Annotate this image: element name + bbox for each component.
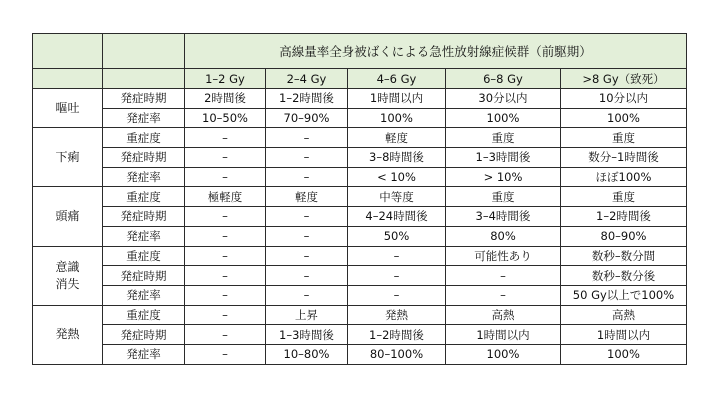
table-cell: – bbox=[185, 325, 266, 345]
table-cell: 100% bbox=[561, 108, 687, 128]
table-row bbox=[33, 285, 687, 305]
table-cell: 1時間以内 bbox=[446, 325, 561, 345]
table-cell: – bbox=[266, 128, 348, 148]
table-row bbox=[33, 246, 687, 266]
table-row bbox=[33, 128, 687, 148]
table-cell: 軽度 bbox=[348, 128, 446, 148]
symptom-group-label: 嘔吐 bbox=[33, 89, 103, 128]
table-title: 高線量率全身被ばくによる急性放射線症候群（前駆期） bbox=[185, 34, 687, 69]
table-row bbox=[33, 226, 687, 246]
table-row bbox=[33, 148, 687, 168]
table-cell: – bbox=[446, 285, 561, 305]
table-cell: – bbox=[185, 226, 266, 246]
table-cell: – bbox=[185, 207, 266, 227]
row-item-label: 発症時期 bbox=[103, 325, 185, 345]
table-cell: 可能性あり bbox=[446, 246, 561, 266]
table-cell: > 10% bbox=[446, 167, 561, 187]
table-cell: 10–80% bbox=[266, 344, 348, 364]
dose-column-header: 6–8 Gy bbox=[446, 69, 561, 89]
table-cell: 1–3時間後 bbox=[446, 148, 561, 168]
table-cell: – bbox=[185, 344, 266, 364]
row-item-label: 発症時期 bbox=[103, 266, 185, 286]
row-item-label: 発症率 bbox=[103, 344, 185, 364]
table-cell: 3–8時間後 bbox=[348, 148, 446, 168]
row-item-label: 重症度 bbox=[103, 246, 185, 266]
table-cell: – bbox=[266, 226, 348, 246]
row-item-label: 発症率 bbox=[103, 226, 185, 246]
table-cell: 10–50% bbox=[185, 108, 266, 128]
table-cell: 重度 bbox=[561, 187, 687, 207]
table-cell: 高熱 bbox=[446, 305, 561, 325]
table-row bbox=[33, 207, 687, 227]
table-cell: 1–2時間後 bbox=[348, 325, 446, 345]
table-cell: ほぼ100% bbox=[561, 167, 687, 187]
dose-header-row bbox=[33, 69, 687, 89]
table-cell: 軽度 bbox=[266, 187, 348, 207]
table-cell: 3–4時間後 bbox=[446, 207, 561, 227]
dose-column-header: >8 Gy（致死） bbox=[561, 69, 687, 89]
table-cell: – bbox=[185, 266, 266, 286]
row-item-label: 発症時期 bbox=[103, 207, 185, 227]
table-cell: 1–2時間後 bbox=[266, 89, 348, 109]
table-cell: 100% bbox=[446, 108, 561, 128]
table-row bbox=[33, 89, 687, 109]
table-cell: – bbox=[185, 285, 266, 305]
table-cell: 50 Gy以上で100% bbox=[561, 285, 687, 305]
row-item-label: 重症度 bbox=[103, 305, 185, 325]
symptom-group-label: 下痢 bbox=[33, 128, 103, 187]
table-cell: – bbox=[185, 167, 266, 187]
table-row bbox=[33, 108, 687, 128]
header-blank-cell bbox=[33, 34, 103, 69]
table-cell: 50% bbox=[348, 226, 446, 246]
table-cell: 重度 bbox=[446, 128, 561, 148]
table-row bbox=[33, 266, 687, 286]
row-item-label: 発症時期 bbox=[103, 89, 185, 109]
table-row bbox=[33, 325, 687, 345]
table-cell: 数秒–数分後 bbox=[561, 266, 687, 286]
table-cell: 1–3時間後 bbox=[266, 325, 348, 345]
table-cell: 100% bbox=[446, 344, 561, 364]
row-item-label: 発症時期 bbox=[103, 148, 185, 168]
symptom-group-label-line: 意識 bbox=[55, 259, 80, 274]
dose-column-header: 2–4 Gy bbox=[266, 69, 348, 89]
table-cell: 4–24時間後 bbox=[348, 207, 446, 227]
table-row bbox=[33, 167, 687, 187]
table-cell: 極軽度 bbox=[185, 187, 266, 207]
row-item-label: 発症率 bbox=[103, 285, 185, 305]
table-cell: – bbox=[348, 266, 446, 286]
table-cell: – bbox=[185, 128, 266, 148]
row-item-label: 発症率 bbox=[103, 167, 185, 187]
table-cell: 高熱 bbox=[561, 305, 687, 325]
symptom-group-label: 頭痛 bbox=[33, 187, 103, 246]
table-cell: 1–2時間後 bbox=[561, 207, 687, 227]
header-blank-cell bbox=[103, 69, 185, 89]
table-cell: 重度 bbox=[446, 187, 561, 207]
symptom-group-label-line: 消失 bbox=[55, 276, 80, 291]
table-row bbox=[33, 305, 687, 325]
table-cell: – bbox=[266, 246, 348, 266]
table-cell: 重度 bbox=[561, 128, 687, 148]
table-cell: – bbox=[266, 148, 348, 168]
table-cell: 1時間以内 bbox=[561, 325, 687, 345]
table-cell: – bbox=[446, 266, 561, 286]
table-cell: – bbox=[266, 266, 348, 286]
table-cell: < 10% bbox=[348, 167, 446, 187]
table-title-row bbox=[33, 34, 687, 69]
table-cell: 1時間以内 bbox=[348, 89, 446, 109]
table-cell: 数秒–数分間 bbox=[561, 246, 687, 266]
table-cell: – bbox=[266, 207, 348, 227]
table-cell: – bbox=[266, 285, 348, 305]
table-cell: – bbox=[185, 148, 266, 168]
dose-column-header: 4–6 Gy bbox=[348, 69, 446, 89]
table-cell: 発熱 bbox=[348, 305, 446, 325]
table-cell: 数分–1時間後 bbox=[561, 148, 687, 168]
table-cell: 100% bbox=[348, 108, 446, 128]
table-cell: 80% bbox=[446, 226, 561, 246]
symptom-group-label bbox=[33, 246, 103, 305]
table-cell: 100% bbox=[561, 344, 687, 364]
table-cell: – bbox=[348, 285, 446, 305]
table-cell: 30分以内 bbox=[446, 89, 561, 109]
table-cell: 上昇 bbox=[266, 305, 348, 325]
symptom-group-label: 発熱 bbox=[33, 305, 103, 364]
row-item-label: 重症度 bbox=[103, 187, 185, 207]
table-row bbox=[33, 187, 687, 207]
row-item-label: 発症率 bbox=[103, 108, 185, 128]
row-item-label: 重症度 bbox=[103, 128, 185, 148]
table-cell: – bbox=[266, 167, 348, 187]
table-cell: 80–90% bbox=[561, 226, 687, 246]
table-row bbox=[33, 344, 687, 364]
header-blank-cell bbox=[33, 69, 103, 89]
acute-radiation-syndrome-table bbox=[32, 33, 687, 365]
table-cell: – bbox=[185, 305, 266, 325]
table-cell: 80–100% bbox=[348, 344, 446, 364]
table-cell: – bbox=[348, 246, 446, 266]
table-cell: – bbox=[185, 246, 266, 266]
dose-column-header: 1–2 Gy bbox=[185, 69, 266, 89]
table-cell: 70–90% bbox=[266, 108, 348, 128]
table-cell: 2時間後 bbox=[185, 89, 266, 109]
header-blank-cell bbox=[103, 34, 185, 69]
table-cell: 中等度 bbox=[348, 187, 446, 207]
table-cell: 10分以内 bbox=[561, 89, 687, 109]
